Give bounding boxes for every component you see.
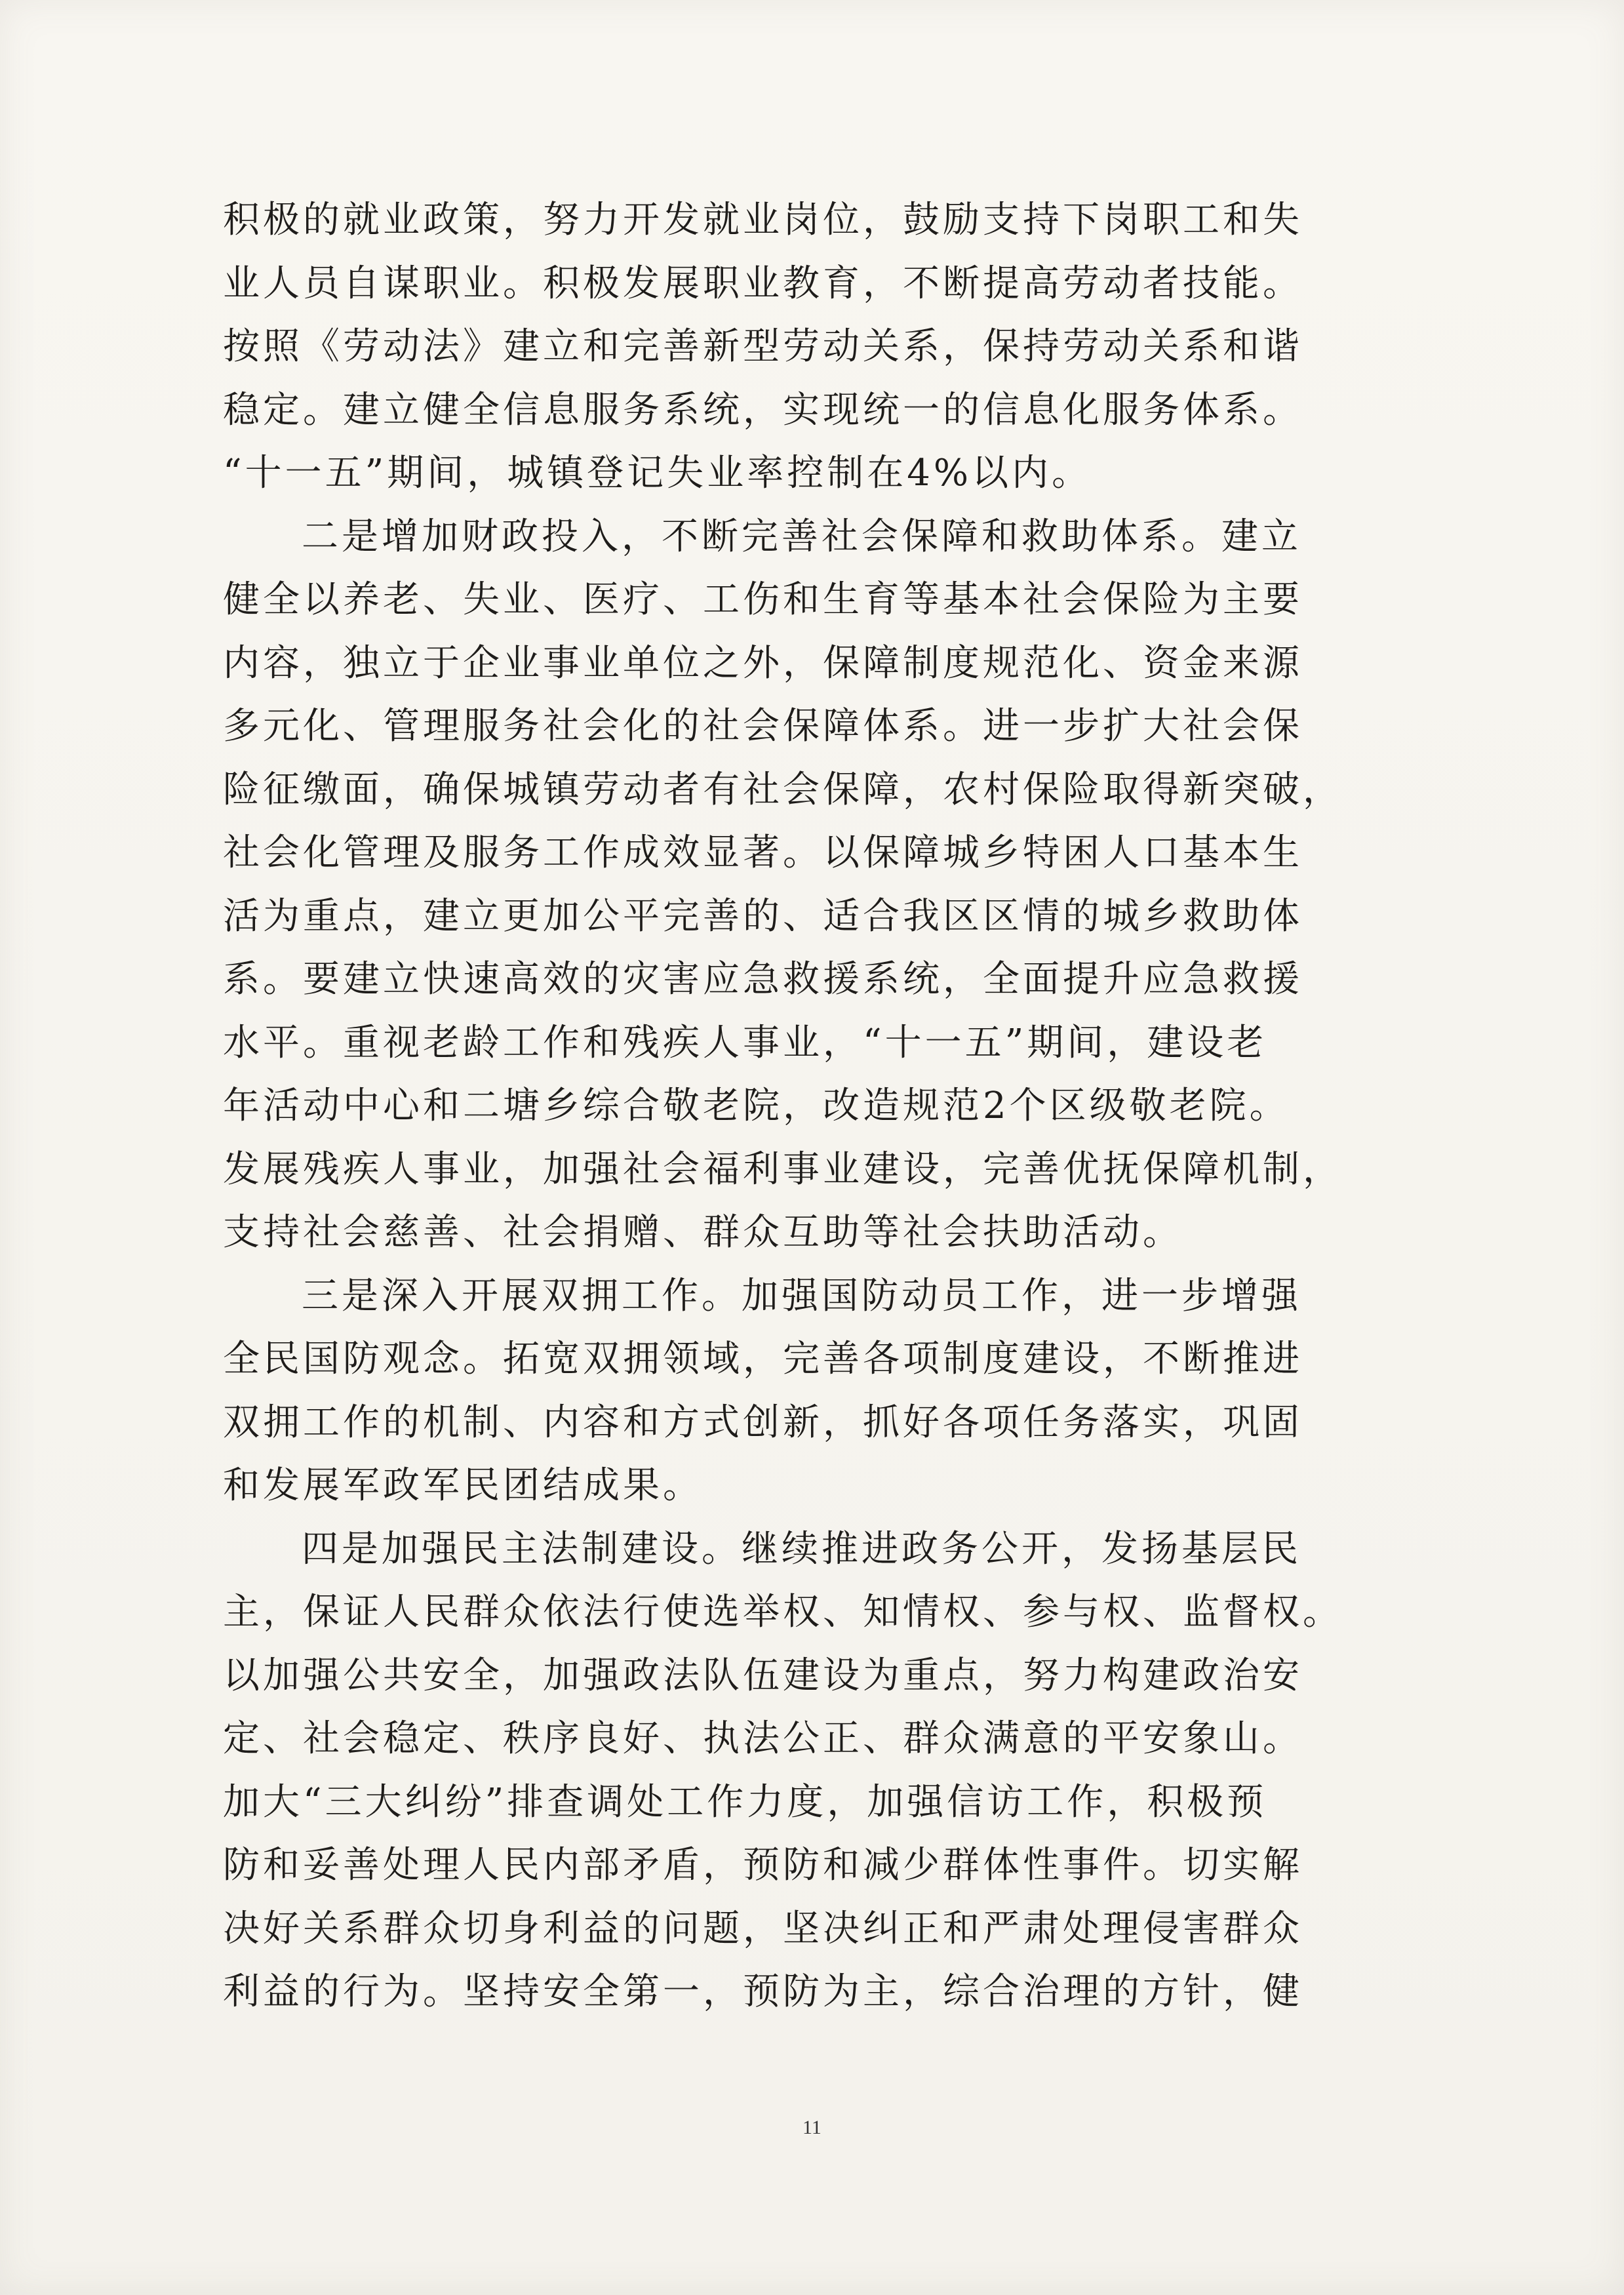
text-line: 积极的就业政策，努力开发就业岗位，鼓励支持下岗职工和失 (223, 199, 1303, 241)
document-body (223, 189, 1456, 2024)
text-line: 水平。重视老龄工作和残疾人事业，“十一五”期间，建设老 (223, 1021, 1267, 1064)
text-line: 以加强公共安全，加强政法队伍建设为重点，努力构建政治安 (223, 1654, 1303, 1697)
text-line: 险征缴面，确保城镇劳动者有社会保障，农村保险取得新突破， (223, 768, 1343, 811)
text-line: 业人员自谋职业。积极发展职业教育，不断提高劳动者技能。 (223, 262, 1303, 305)
text-line: 发展残疾人事业，加强社会福利事业建设，完善优抚保障机制， (223, 1148, 1343, 1191)
text-line: 防和妥善处理人民内部矛盾，预防和减少群体性事件。切实解 (223, 1844, 1303, 1886)
text-line: 主，保证人民群众依法行使选举权、知情权、参与权、监督权。 (223, 1591, 1343, 1633)
text-line: 全民国防观念。拓宽双拥领域，完善各项制度建设，不断推进 (223, 1338, 1303, 1380)
text-line: 加大“三大纠纷”排查调处工作力度，加强信访工作，积极预 (223, 1780, 1267, 1824)
text-line: “十一五”期间，城镇登记失业率控制在4%以内。 (223, 452, 1092, 494)
text-line: 按照《劳动法》建立和完善新型劳动关系，保持劳动关系和谐 (223, 325, 1303, 368)
text-line: 社会化管理及服务工作成效显著。以保障城乡特困人口基本生 (223, 831, 1303, 874)
text-line: 二是增加财政投入，不断完善社会保障和救助体系。建立 (302, 515, 1301, 558)
text-line: 健全以养老、失业、医疗、工伤和生育等基本社会保险为主要 (223, 578, 1303, 621)
text-line: 内容，独立于企业事业单位之外，保障制度规范化、资金来源 (223, 641, 1303, 685)
text-line: 稳定。建立健全信息服务系统，实现统一的信息化服务体系。 (223, 388, 1303, 431)
text-line: 利益的行为。坚持安全第一，预防为主，综合治理的方针，健 (223, 1970, 1303, 2013)
text-line: 四是加强民主法制建设。继续推进政务公开，发扬基层民 (302, 1527, 1301, 1570)
text-line: 双拥工作的机制、内容和方式创新，抓好各项任务落实，巩固 (223, 1401, 1303, 1444)
text-line: 定、社会稳定、秩序良好、执法公正、群众满意的平安象山。 (223, 1717, 1303, 1760)
text-line: 三是深入开展双拥工作。加强国防动员工作，进一步增强 (302, 1274, 1301, 1317)
text-line: 和发展军政军民团结成果。 (223, 1464, 703, 1507)
text-line: 活为重点，建立更加公平完善的、适合我区区情的城乡救助体 (223, 894, 1303, 938)
page-number: 11 (802, 2117, 822, 2138)
text-line: 支持社会慈善、社会捐赠、群众互助等社会扶助活动。 (223, 1211, 1183, 1254)
text-line: 系。要建立快速高效的灾害应急救援系统，全面提升应急救援 (223, 958, 1303, 1001)
text-line: 多元化、管理服务社会化的社会保障体系。进一步扩大社会保 (223, 705, 1303, 748)
text-line: 年活动中心和二塘乡综合敬老院，改造规范2个区级敬老院。 (223, 1085, 1290, 1127)
text-line: 决好关系群众切身利益的问题，坚决纠正和严肃处理侵害群众 (223, 1907, 1303, 1950)
